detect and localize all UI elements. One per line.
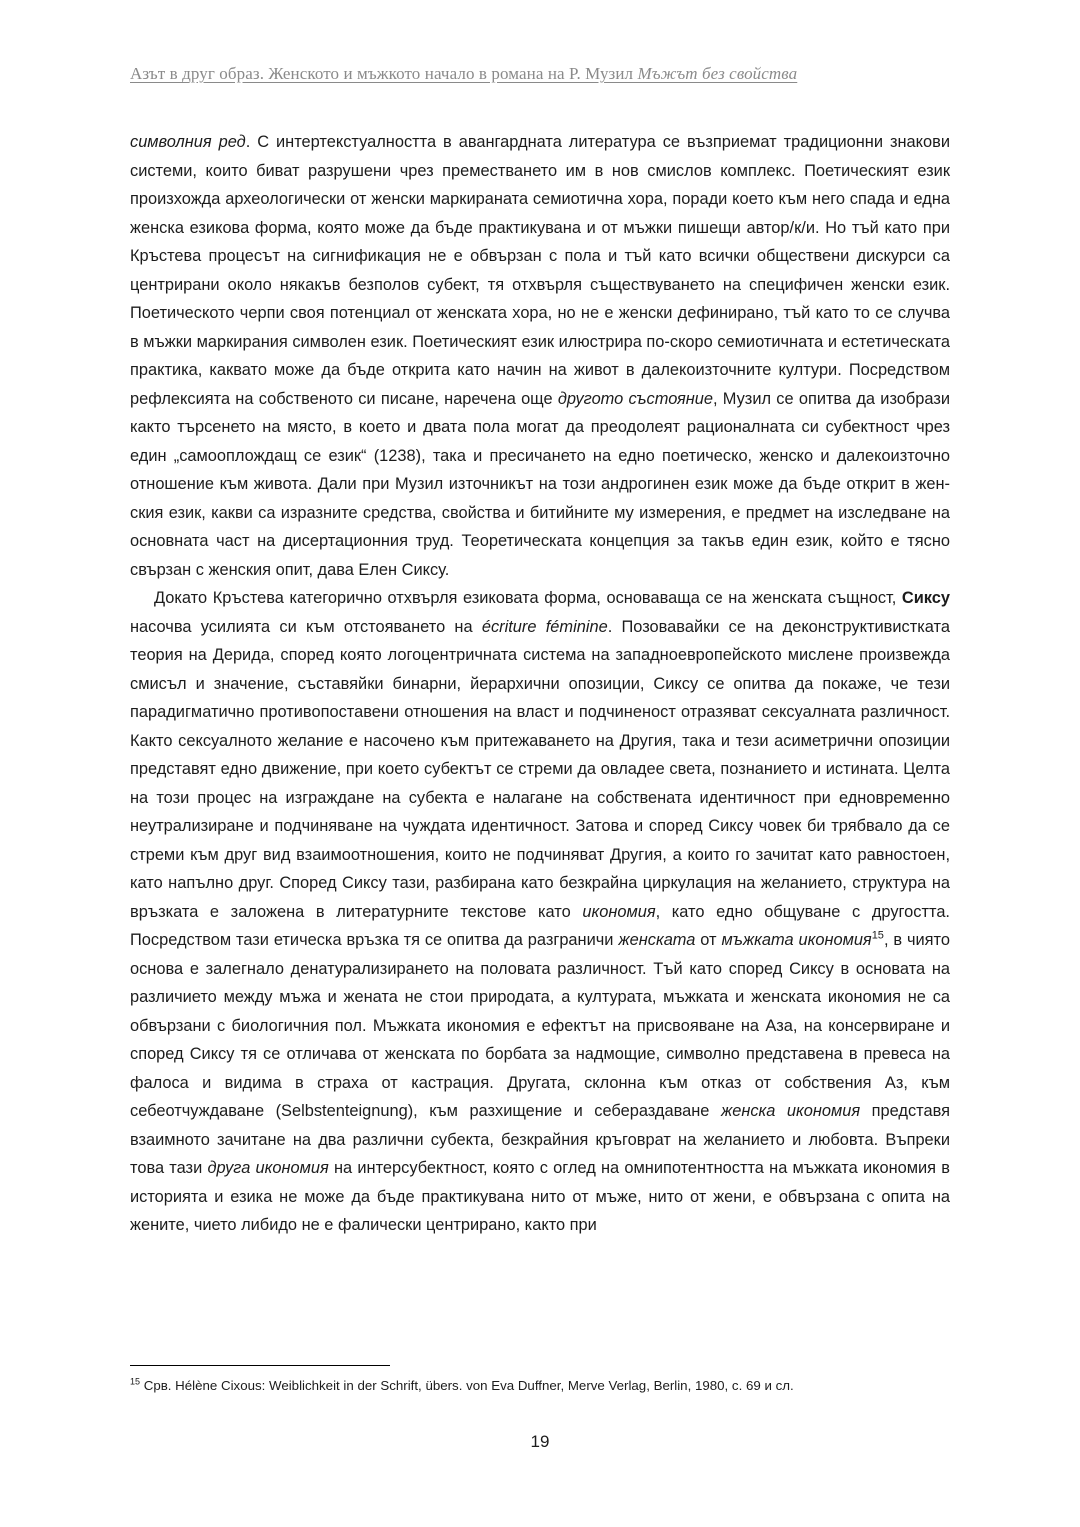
page-number: 19: [530, 1432, 550, 1451]
paragraph-1: [130, 128, 950, 584]
text-run: , Музил се опитва да изобрази както търсенето на място, в което и двата пола могат да преодолеят рационалната си субектност чрез един „самооплождащ се език“ (1238), така и пресичането на едно поетическо, женско и далекоизточно отношение към живота. Дали при Музил източникът на този андрогинен език може да бъде открит в женския език, какви са изразните средства, свойства и битийните му измерения, е предмет на изследване на основната част на дисертационния труд. Теоретическата концепция за такъв един език, който е тясно свързан с женския опит, дава Елен Сиксу.: [130, 389, 951, 579]
text-run: на интерсубектност, която с оглед на омнипотентността на мъжката икономия в историята и езика не може да бъде практикувана нито от мъже, нито от жени, е обвързана с опита на жените, чието либидо не е фалически центрирано, както при: [130, 1159, 950, 1234]
text-run: от: [695, 931, 722, 949]
text-run: Сиксу: [901, 589, 950, 607]
body-text: [130, 128, 950, 1240]
text-run: икономия: [582, 902, 656, 921]
text-run: другото състояние: [557, 389, 713, 408]
footnote-marker: 15: [130, 1376, 141, 1387]
footnote: [130, 1378, 950, 1393]
text-run: , в чиято основа е залегнало денатурализирането на половата различност. Тъй като според Сиксу в основата на различието между мъжа и жената не стои природата, а културата, мъжката и женската икономия не са обвързани с биологичния пол. Мъжката икономия е ефектът на присвояване на Аза, на консервиране и според Сиксу тя се отличава от женската по борбата за надмощие, символно представена в превеса на фалоса и видима в страха от кастрация. Другата, склонна към отказ от собствения Аз, към себеотчуждаване (Selbstenteignung), към разхищение и себераздаване: [130, 931, 950, 1120]
text-run: представя взаимното зачитане на два различни субекта, безкрайния кръговрат на желанието и любовта. Въпреки това тази: [130, 1102, 950, 1177]
footnote-text: Срв. Hélène Cixous: Weiblichkeit in der Schrift, übers. von Eva Duffner, Merve Verlag, Berlin, 1980, с. 69 и сл.: [140, 1378, 794, 1393]
footnote-separator: [130, 1365, 390, 1366]
running-header-italic-title: Мъжът без свойства: [637, 64, 798, 83]
text-run: насочва усилията си към отстояването на: [130, 617, 482, 636]
text-run: , като едно общуване с другостта. Посредством тази етическа връзка тя се опитва да разграничи: [130, 902, 950, 949]
text-run: . Позовавайки се на деконструктивистката теория на Дерида, според която логоцентричната система на западноевропейското мислене произвежда смисъл и значение, съставяйки бинарни, йерархични опозиции, Сиксу се опитва да покаже, че тези парадигматично противопоставени отношения на власт и подчиненост отразяват сексуалната различност. Както сексуалното желание е насочено към притежаването на Другия, така и тези асиметрични опозиции представят едно движение, при което субектът се стреми да овладее света, познанието и истината. Целта на този процес на изграждане на субекта е налагане на собствената идентичност при едновременно неутрализиране и подчиняване на чуждата идентичност. Затова и според Сиксу човек би трябвало да се стреми към друг вид взаимоотношения, които не подчиняват Другия, а които го зачитат като равностоен, като напълно друг. Според Сиксу тази, разбирана като безкрайна циркулация на желанието, структура на връзката е заложена в литературните текстове като: [130, 617, 950, 921]
paragraph-2: [130, 584, 950, 1240]
text-run: друга икономия: [207, 1159, 329, 1177]
text-run: символния ред: [130, 133, 246, 151]
running-header-text: Азът в друг образ. Женското и мъжкото начало в романа на Р. Музил: [130, 64, 638, 83]
text-run: женска икономия: [720, 1102, 861, 1120]
text-run: écriture féminine: [481, 617, 608, 636]
text-run: мъжката икономия: [721, 931, 872, 949]
text-run: женската: [618, 931, 696, 949]
footnote-reference[interactable]: 15: [871, 929, 884, 942]
running-header: [130, 64, 906, 84]
text-run: Докато Кръстева категорично отхвърля езиковата форма, основаваща се на женската същност,: [154, 589, 902, 607]
text-run: . С интертекстуалността в авангардната литература се възприемат традиционни знакови системи, които биват разрушени чрез преместването им в нов смислов комплекс. Поетическият език произхожда археологически от женски маркираната семиотична хора, поради което към него спада и една женска езикова форма, която може да бъде практикувана и от мъжки пишещи автор/к/и. Но тъй като при Кръстева процесът на сигнификация не е обвързан с пола и тъй като всички обществени дискурси са центрирани около някакъв безполов субект, тя отхвърля съществуването на специфичен женски език. Поетическото черпи своя потенциал от женската хора, но не е женски дефинирано, тъй като то се случва в мъжки маркирания символен език. Поетическият език илюстрира по-скоро семиотичната и естетическата практика, каквато може да бъде открита като начин на живот в далекоизточните култури. Посредством рефлексията на собственото си писане, наречена още: [130, 133, 950, 408]
